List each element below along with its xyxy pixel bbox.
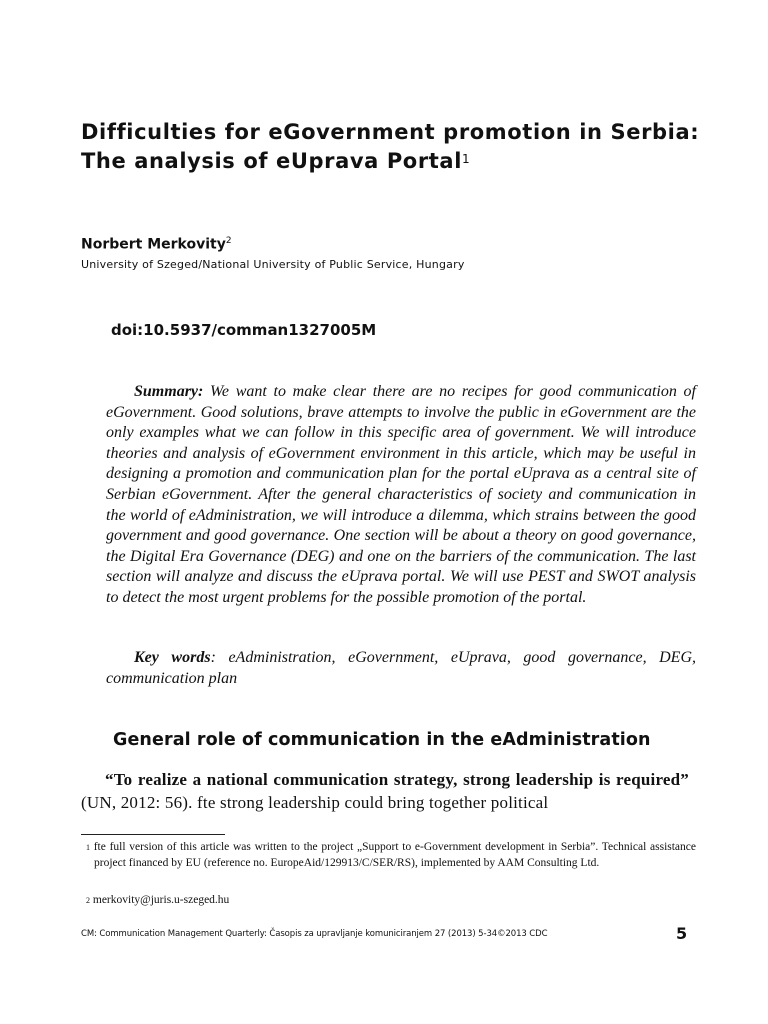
body-text: (UN, 2012: 56). fte strong leadership could bring together political: [81, 793, 549, 812]
footnote-1: [86, 840, 696, 871]
page-number: 5: [676, 924, 688, 943]
author-name-text: Norbert Merkovity: [81, 236, 226, 253]
footnote-2-mark: 2: [86, 896, 90, 905]
title-line-1: Difficulties for eGovernment promotion in Serbia:: [81, 120, 700, 144]
abstract: [106, 382, 696, 609]
footnote-divider: [81, 834, 225, 835]
footnote-1-text: fte full version of this article was written to the project „Support to e-Government development in Serbia”. Technical assistance project financed by EU (reference no. EuropeAid/129913/C/SER/RS), implemented by AAM Consulting Ltd.: [90, 841, 696, 869]
body-paragraph: [81, 768, 689, 814]
footnote-2: [86, 893, 229, 909]
journal-footer: CM: Communication Management Quarterly: Časopis za upravljanje komuniciranjem 27 (2013) 5-34©2013 CDC: [81, 929, 548, 939]
abstract-text: We want to make clear there are no recipes for good communication of eGovernment. Good solutions, brave attempts to involve the public in eGovernment are the only examples what we can follow in this specific area of government. We will introduce theories and analysis of eGovernment environment in this article, which may be useful in designing a promotion and communication plan for the portal eUprava as a central site of Serbian eGovernment. After the general characteristics of society and communication in the world of eAdministration, we will introduce a dilemma, which strains between the good government and good governance. One section will be about a theory on good governance, the Digital Era Governance (DEG) and one on the barriers of the communication. The last section will analyze and discuss the eUprava portal. We will use PEST and SWOT analysis to detect the most urgent problems for the possible promotion of the portal.: [106, 383, 696, 606]
title-line-2: The analysis of eUprava Portal: [81, 149, 462, 173]
author-affiliation: University of Szeged/National University of Public Service, Hungary: [81, 258, 465, 271]
keywords-label: Key words: [134, 649, 211, 666]
footnote-2-email[interactable]: merkovity@juris.u-szeged.hu: [92, 894, 230, 906]
title-footnote-mark[interactable]: 1: [462, 152, 471, 166]
author-name: [81, 236, 232, 253]
doi[interactable]: doi:10.5937/comman1327005M: [111, 321, 377, 339]
body-quote: “To realize a national communication strategy, strong leadership is required”: [105, 770, 689, 789]
author-footnote-mark[interactable]: 2: [225, 236, 232, 246]
section-heading: General role of communication in the eAdministration: [113, 730, 651, 750]
footnote-1-mark: 1: [86, 843, 90, 852]
abstract-label: Summary:: [134, 383, 204, 400]
keywords-text: : eAdministration, eGovernment, eUprava, good governance, DEG, communication plan: [106, 649, 697, 687]
paper-title: [81, 118, 721, 176]
keywords: [106, 648, 696, 689]
